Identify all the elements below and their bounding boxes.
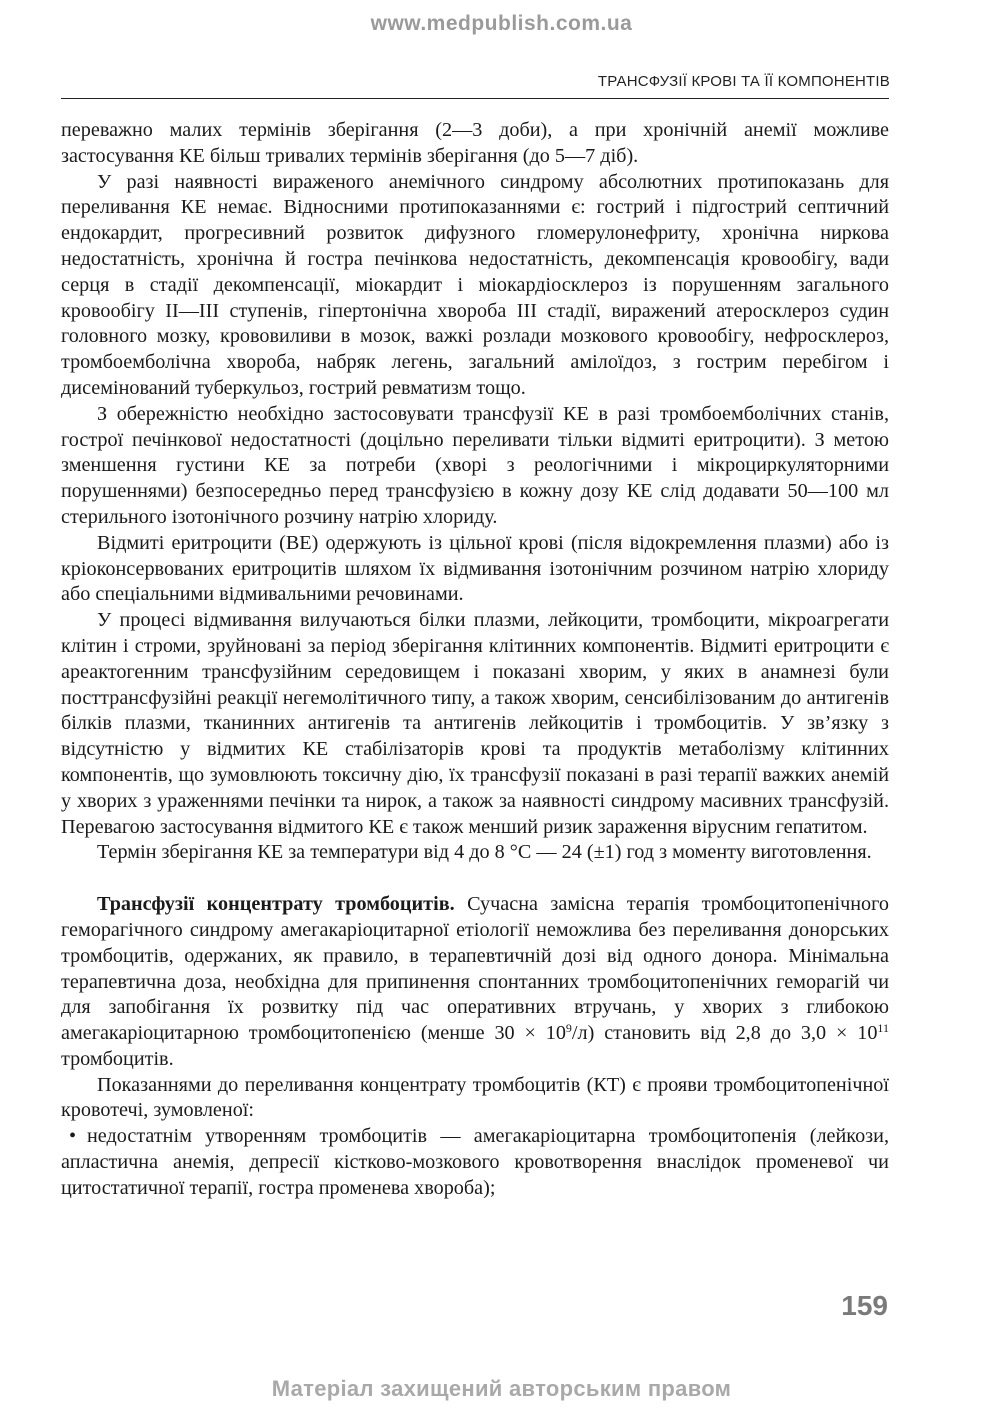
section-text: тромбоцитів. (61, 1047, 174, 1070)
bullet-item (61, 1124, 889, 1201)
paragraph: переважно малих термінів зберігання (2—3 доби), а при хронічній анемії можливе застосування КЕ більш тривалих термінів зберігання (до 5—7 діб). (61, 119, 889, 167)
paragraph: Відмиті еритроцити (ВЕ) одержують із цільної крові (після відокремлення плазми) або із кріоконсервованих еритроцитів шляхом їх відмивання ізотонічним розчином натрію хлориду або спеціальними відмивальними речовинами. (61, 531, 889, 606)
header-rule (61, 98, 889, 99)
running-header: ТРАНСФУЗІЇ КРОВІ ТА ЇЇ КОМПОНЕНТІВ (597, 73, 890, 90)
section-paragraph (61, 892, 889, 1073)
bullet-text: недостатнім утворенням тромбоцитів — амегакаріоцитарна тромбоцитопенія (лейкози, апластична анемія, депресії кістково-мозкового кровотворення внаслідок променевої чи цитостатичної терапії, гостра променева хвороба); (61, 1125, 889, 1199)
section-text: Сучасна замісна терапія тромбоцитопенічного геморагічного синдрому амегакаріоцитарної етіології неможлива без переливання донорських тромбоцитів, одержаних, як правило, в терапевтичній дозі від одного донора. Мінімальна терапевтична доза, необхідна для припинення спонтанних тромбоцитопенічних геморагій чи для запобігання їх розвитку під час оперативних втручань, у хворих з глибокою амегакаріоцитарною тромбоцитопенією (менше 30 × 10 (61, 893, 889, 1045)
page-number: 159 (841, 1290, 888, 1321)
section-heading: Трансфузії концентрату тромбоцитів. (97, 893, 455, 916)
exponent: 9 (565, 1021, 572, 1036)
paragraph: У процесі відмивання вилучаються білки плазми, лейкоцити, тромбоцити, мікроагрегати клітин і строми, зруйновані за період зберігання клітинних компонентів. Відмиті еритроцити є ареактогенним трансфузійним середовищем і показані хворим, у яких в анамнезі були посттрансфузійні реакції негемолітичного типу, а також хворим, сенсибілізованим до антигенів білків плазми, тканинних антигенів та антигенів лейкоцитів і тромбоцитів. У зв’язку з відсутністю у відмитих КЕ стабілізаторів крові та продуктів метаболізму клітинних компонентів, що зумовлюють токсичну дію, їх трансфузії показані в разі терапії важких анемій у хворих з ураженнями печінки та нирок, а також за наявності синдрому масивних трансфузій. Перевагою застосування відмитого КЕ є також менший ризик зараження вірусним гепатитом. (61, 609, 889, 838)
exponent: 11 (877, 1021, 889, 1036)
copyright-watermark: Матеріал захищений авторським правом (271, 1376, 732, 1401)
paragraph: З обережністю необхідно застосовувати трансфузії КЕ в разі тромбоемболічних станів, гострої печінкової недостатності (доцільно переливати тільки відмиті еритроцити). З метою зменшення густини КЕ за потреби (хворі з реологічними і мікроциркуляторними порушеннями) безпосередньо перед трансфузією в кожну дозу КЕ слід додавати 50—100 мл стерильного ізотонічного розчину натрію хлориду. (61, 402, 889, 528)
paragraph: Показаннями до переливання концентрату тромбоцитів (КТ) є прояви тромбоцитопенічної кровотечі, зумовленої: (61, 1073, 889, 1122)
section-text: /л) становить від 2,8 до 3,0 × 10 (571, 1022, 878, 1045)
bullet-icon: • (69, 1125, 77, 1148)
paragraph: Термін зберігання КЕ за температури від 4 до 8 °С — 24 (±1) год з моменту виготовлення. (97, 841, 872, 864)
paragraph: У разі наявності вираженого анемічного синдрому абсолютних протипоказань для переливання КЕ немає. Відносними протипоказаннями є: гострий і підгострий септичний ендокардит, прогресивний розвиток дифузного гломерулонефриту, хронічна ниркова недостатність, хронічна й гостра печінкова недостатність, декомпенсація кровообігу, вади серця в стадії декомпенсації, міокардит і міокардіосклероз із порушенням загального кровообігу II—III ступенів, гіпертонічна хвороба III стадії, виражений атеросклероз судин головного мозку, крововиливи в мозок, важкі розлади мозкового кровообігу, нефросклероз, тромбоемболічна хвороба, набряк легень, загальний амілоїдоз, з гострим перебігом і дисемінований туберкульоз, гострий ревматизм тощо. (61, 170, 889, 399)
body-text (61, 118, 889, 1202)
site-url[interactable]: www.medpublish.com.ua (370, 12, 633, 35)
